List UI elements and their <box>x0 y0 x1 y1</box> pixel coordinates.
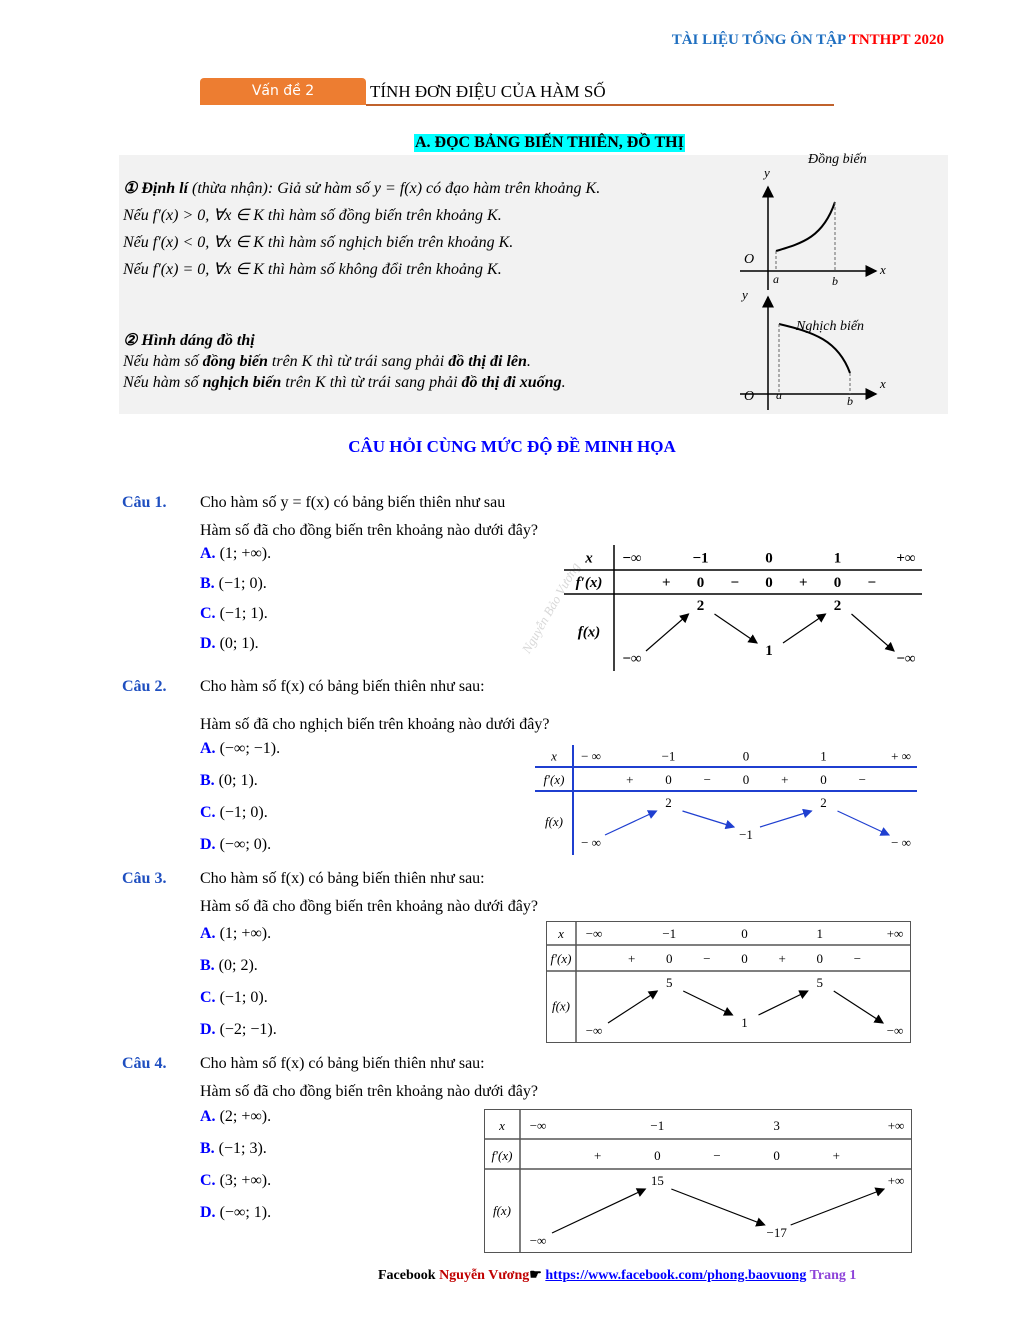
derivative-sign: − <box>858 771 866 787</box>
text: . <box>561 374 566 391</box>
answer-option-a[interactable] <box>200 545 271 563</box>
theorem-statement: (thừa nhận): Giả sử hàm số y = f(x) có đạo hàm trên khoảng K. <box>188 180 601 197</box>
question-label: Câu 2. <box>122 678 167 695</box>
derivative-sign: 0 <box>741 951 748 967</box>
variation-arrow <box>683 991 732 1015</box>
derivative-sign: 0 <box>816 951 823 967</box>
answer-option-c[interactable] <box>200 1172 271 1190</box>
x-value: −∞ <box>585 925 603 941</box>
variation-arrow <box>760 811 812 827</box>
derivative-sign: − <box>853 951 862 967</box>
derivative-sign: 0 <box>833 574 842 591</box>
row-label: x <box>499 1118 505 1133</box>
theorem-heading: Định lí <box>141 180 189 197</box>
function-value: 2 <box>665 795 672 810</box>
derivative-sign: 0 <box>696 574 705 591</box>
function-value: 5 <box>666 975 673 990</box>
question-label: Câu 3. <box>122 870 167 887</box>
function-value: −17 <box>766 1225 787 1240</box>
shape-block <box>123 330 566 393</box>
answer-option-b[interactable] <box>200 957 258 975</box>
variation-arrow <box>834 991 883 1023</box>
answer-option-c[interactable] <box>200 804 268 822</box>
option-letter: A. <box>200 740 216 757</box>
answer-option-a[interactable] <box>200 925 271 943</box>
option-letter: C. <box>200 989 216 1006</box>
x-value: −1 <box>661 748 676 764</box>
option-letter: A. <box>200 545 216 562</box>
topic-underline <box>366 104 834 106</box>
option-text: (−1; 1). <box>219 605 268 622</box>
function-value: 1 <box>765 643 773 659</box>
derivative-sign: 0 <box>820 771 827 787</box>
answer-option-d[interactable] <box>200 1021 277 1039</box>
variation-arrow <box>783 614 826 643</box>
question-ask: Hàm số đã cho đồng biến trên khoảng nào dưới đây? <box>200 898 538 915</box>
text: trên K thì từ trái sang phải <box>267 353 449 370</box>
derivative-sign: − <box>703 951 711 967</box>
text-bold: đồng biến <box>202 353 268 370</box>
derivative-sign: 0 <box>666 951 673 967</box>
function-value: +∞ <box>887 1173 905 1188</box>
question-label: Câu 1. <box>122 494 167 511</box>
x-value: 1 <box>816 925 823 941</box>
option-text: (1; +∞). <box>219 545 272 562</box>
variation-arrow <box>759 991 808 1015</box>
variation-arrow <box>852 614 895 651</box>
derivative-sign: − <box>713 1148 721 1163</box>
origin-label: O <box>744 252 755 267</box>
option-letter: C. <box>200 1172 216 1189</box>
option-letter: C. <box>200 605 216 622</box>
b-label: b <box>847 394 853 408</box>
option-text: (2; +∞). <box>219 1108 272 1125</box>
derivative-sign: + <box>593 1148 602 1163</box>
x-label: x <box>880 262 886 277</box>
page-number: Trang 1 <box>809 1268 857 1283</box>
watermark: Nguyễn Bảo Vương <box>518 559 583 656</box>
option-text: (−1; 0). <box>218 575 267 592</box>
a-label: a <box>776 388 782 402</box>
theorem-line: Nếu f′(x) = 0, ∀x ∈ K thì hàm số không đổi trên khoảng K. <box>123 261 502 278</box>
increasing-graph <box>728 145 898 290</box>
option-text: (1; +∞). <box>219 925 272 942</box>
option-letter: B. <box>200 957 215 974</box>
function-value: 15 <box>650 1173 664 1188</box>
derivative-sign: + <box>626 771 634 787</box>
function-value: 1 <box>741 1015 748 1030</box>
theorem-line: Nếu f′(x) < 0, ∀x ∈ K thì hàm số nghịch biến trên khoảng K. <box>123 234 514 251</box>
variation-table <box>484 1109 912 1253</box>
row-label: x <box>585 550 593 567</box>
x-value: +∞ <box>896 550 916 567</box>
text: Nếu hàm số <box>123 353 203 370</box>
function-value: − ∞ <box>581 835 601 850</box>
option-letter: A. <box>200 925 216 942</box>
shape-heading: Hình dáng đồ thị <box>141 332 255 349</box>
x-value: −∞ <box>529 1118 547 1133</box>
header-title: TÀI LIỆU TỔNG ÔN TẬP <box>671 32 846 48</box>
row-label: x <box>558 925 564 941</box>
x-value: − ∞ <box>581 748 601 764</box>
option-text: (−1; 0). <box>219 989 268 1006</box>
derivative-sign: + <box>832 1148 841 1163</box>
shape-line-increasing <box>123 351 566 372</box>
variation-arrow <box>646 614 689 651</box>
text-bold: nghịch biến <box>202 374 282 391</box>
option-text: (0; 2). <box>218 957 258 974</box>
option-letter: D. <box>200 1204 216 1221</box>
circled-2-icon: ② <box>123 332 138 349</box>
answer-option-b[interactable] <box>200 1140 267 1158</box>
b-label: b <box>832 274 838 288</box>
derivative-sign: − <box>867 574 877 591</box>
derivative-sign: + <box>778 951 786 967</box>
function-value: −1 <box>739 827 753 842</box>
circled-1-icon: ① <box>123 180 138 197</box>
text: . <box>526 353 531 370</box>
derivative-sign: + <box>627 951 636 967</box>
y-label: y <box>764 165 770 180</box>
origin-label: O <box>744 389 755 404</box>
option-text: (−1; 0). <box>219 804 268 821</box>
question-stem: Cho hàm số y = f(x) có bảng biến thiên như sau <box>200 494 506 511</box>
function-value: −∞ <box>622 651 642 667</box>
derivative-sign: 0 <box>773 1148 780 1163</box>
document-header <box>672 32 944 49</box>
variation-table <box>564 545 922 671</box>
variation-arrow <box>605 811 657 835</box>
x-value: 0 <box>765 550 773 567</box>
row-label: f(x) <box>551 998 571 1014</box>
variation-arrow <box>671 1189 764 1225</box>
question-stem: Cho hàm số f(x) có bảng biến thiên như sau: <box>200 870 485 887</box>
row-label: f′(x) <box>491 1148 513 1163</box>
row-label: f′(x) <box>543 771 565 787</box>
increasing-curve <box>776 202 835 251</box>
function-value: 2 <box>833 598 842 614</box>
x-value: −∞ <box>622 550 642 567</box>
x-label: x <box>880 376 886 391</box>
y-label: y <box>742 287 748 302</box>
row-label: f(x) <box>492 1203 512 1219</box>
topic-title: TÍNH ĐƠN ĐIỆU CỦA HÀM SỐ <box>370 82 606 101</box>
answer-option-a[interactable] <box>200 1108 271 1126</box>
function-value: −∞ <box>529 1233 547 1248</box>
x-value: −1 <box>650 1118 665 1133</box>
decreasing-graph <box>728 285 898 415</box>
footer <box>378 1267 856 1284</box>
derivative-sign: + <box>781 771 789 787</box>
variation-arrow <box>838 811 890 835</box>
text-bold: đồ thị đi xuống <box>461 374 562 391</box>
option-text: (0; 1). <box>218 772 258 789</box>
x-value: −1 <box>692 550 709 567</box>
pointing-hand-icon: ☛ <box>529 1268 542 1283</box>
option-letter: B. <box>200 575 215 592</box>
x-value: 0 <box>741 925 748 941</box>
x-value: 1 <box>833 550 842 567</box>
variation-table <box>546 921 911 1043</box>
option-text: (−∞; 0). <box>219 836 272 853</box>
derivative-sign: − <box>703 771 711 787</box>
derivative-sign: 0 <box>665 771 672 787</box>
x-value: +∞ <box>887 1118 905 1133</box>
function-value: 2 <box>696 598 705 614</box>
x-value: −1 <box>662 925 677 941</box>
option-letter: D. <box>200 635 216 652</box>
function-value: − ∞ <box>891 835 911 850</box>
row-label: f′(x) <box>550 951 572 967</box>
answer-option-a[interactable] <box>200 740 280 758</box>
option-text: (−1; 3). <box>218 1140 267 1157</box>
question-ask: Hàm số đã cho nghịch biến trên khoảng nào dưới đây? <box>200 716 550 733</box>
answer-option-c[interactable] <box>200 989 268 1007</box>
variation-arrow <box>552 1189 645 1233</box>
theorem-line: Nếu f′(x) > 0, ∀x ∈ K thì hàm số đồng biến trên khoảng K. <box>123 207 502 224</box>
text-bold: đồ thị đi lên <box>448 353 527 370</box>
answer-option-b[interactable] <box>200 575 267 593</box>
option-text: (0; 1). <box>219 635 259 652</box>
derivative-sign: 0 <box>742 771 750 787</box>
option-letter: C. <box>200 804 216 821</box>
variation-table <box>535 745 917 855</box>
answer-option-c[interactable] <box>200 605 268 623</box>
text: Nếu hàm số <box>123 374 203 391</box>
function-value: −∞ <box>896 651 916 667</box>
a-label: a <box>773 272 779 286</box>
function-value: 5 <box>816 975 823 990</box>
derivative-sign: + <box>798 574 808 591</box>
option-text: (−∞; −1). <box>219 740 281 757</box>
derivative-sign: − <box>730 574 740 591</box>
option-text: (3; +∞). <box>219 1172 272 1189</box>
question-ask: Hàm số đã cho đồng biến trên khoảng nào dưới đây? <box>200 1083 538 1100</box>
function-value: 2 <box>820 795 827 810</box>
header-exam: TNTHPT 2020 <box>848 32 944 48</box>
question-ask: Hàm số đã cho đồng biến trên khoảng nào dưới đây? <box>200 522 538 539</box>
section-a-title: A. ĐỌC BẢNG BIẾN THIÊN, ĐỒ THỊ <box>415 134 684 151</box>
derivative-sign: + <box>661 574 671 591</box>
answer-option-b[interactable] <box>200 772 258 790</box>
row-label: f(x) <box>577 624 601 641</box>
theorem-block <box>123 175 600 283</box>
row-label: f(x) <box>544 814 564 830</box>
table-border <box>485 1110 912 1253</box>
x-value: 3 <box>773 1118 780 1133</box>
graph-label: Nghịch biến <box>796 319 865 334</box>
x-value: 0 <box>742 748 750 764</box>
x-value: + ∞ <box>891 748 911 764</box>
variation-arrow <box>791 1189 884 1225</box>
question-label: Câu 4. <box>122 1055 167 1072</box>
answer-option-d[interactable] <box>200 836 271 854</box>
derivative-sign: 0 <box>765 574 773 591</box>
function-value: −∞ <box>585 1023 603 1038</box>
question-stem: Cho hàm số f(x) có bảng biến thiên như sau: <box>200 1055 485 1072</box>
text: trên K thì từ trái sang phải <box>281 374 462 391</box>
x-value: +∞ <box>886 925 904 941</box>
variation-arrow <box>608 991 657 1023</box>
footer-author: Nguyễn Vương <box>439 1268 530 1283</box>
graph-label: Đồng biến <box>808 152 867 167</box>
question-stem: Cho hàm số f(x) có bảng biến thiên như sau: <box>200 678 485 695</box>
variation-arrow <box>715 614 758 643</box>
answer-option-d[interactable] <box>200 1204 271 1222</box>
option-letter: A. <box>200 1108 216 1125</box>
option-text: (−2; −1). <box>219 1021 277 1038</box>
shape-line-decreasing <box>123 372 566 393</box>
variation-arrow <box>683 811 735 827</box>
facebook-link[interactable]: https://www.facebook.com/phong.baovuong <box>545 1268 807 1283</box>
topic-tab: Vấn đề 2 <box>200 78 366 105</box>
footer-facebook: Facebook <box>378 1268 436 1283</box>
derivative-sign: 0 <box>654 1148 661 1163</box>
option-letter: B. <box>200 772 215 789</box>
option-text: (−∞; 1). <box>219 1204 272 1221</box>
row-label: f′(x) <box>575 574 603 591</box>
answer-option-d[interactable] <box>200 635 259 653</box>
row-label: x <box>551 748 557 764</box>
option-letter: D. <box>200 836 216 853</box>
option-letter: B. <box>200 1140 215 1157</box>
option-letter: D. <box>200 1021 216 1038</box>
function-value: −∞ <box>886 1023 904 1038</box>
x-value: 1 <box>820 748 827 764</box>
questions-title: CÂU HỎI CÙNG MỨC ĐỘ ĐỀ MINH HỌA <box>348 437 676 456</box>
